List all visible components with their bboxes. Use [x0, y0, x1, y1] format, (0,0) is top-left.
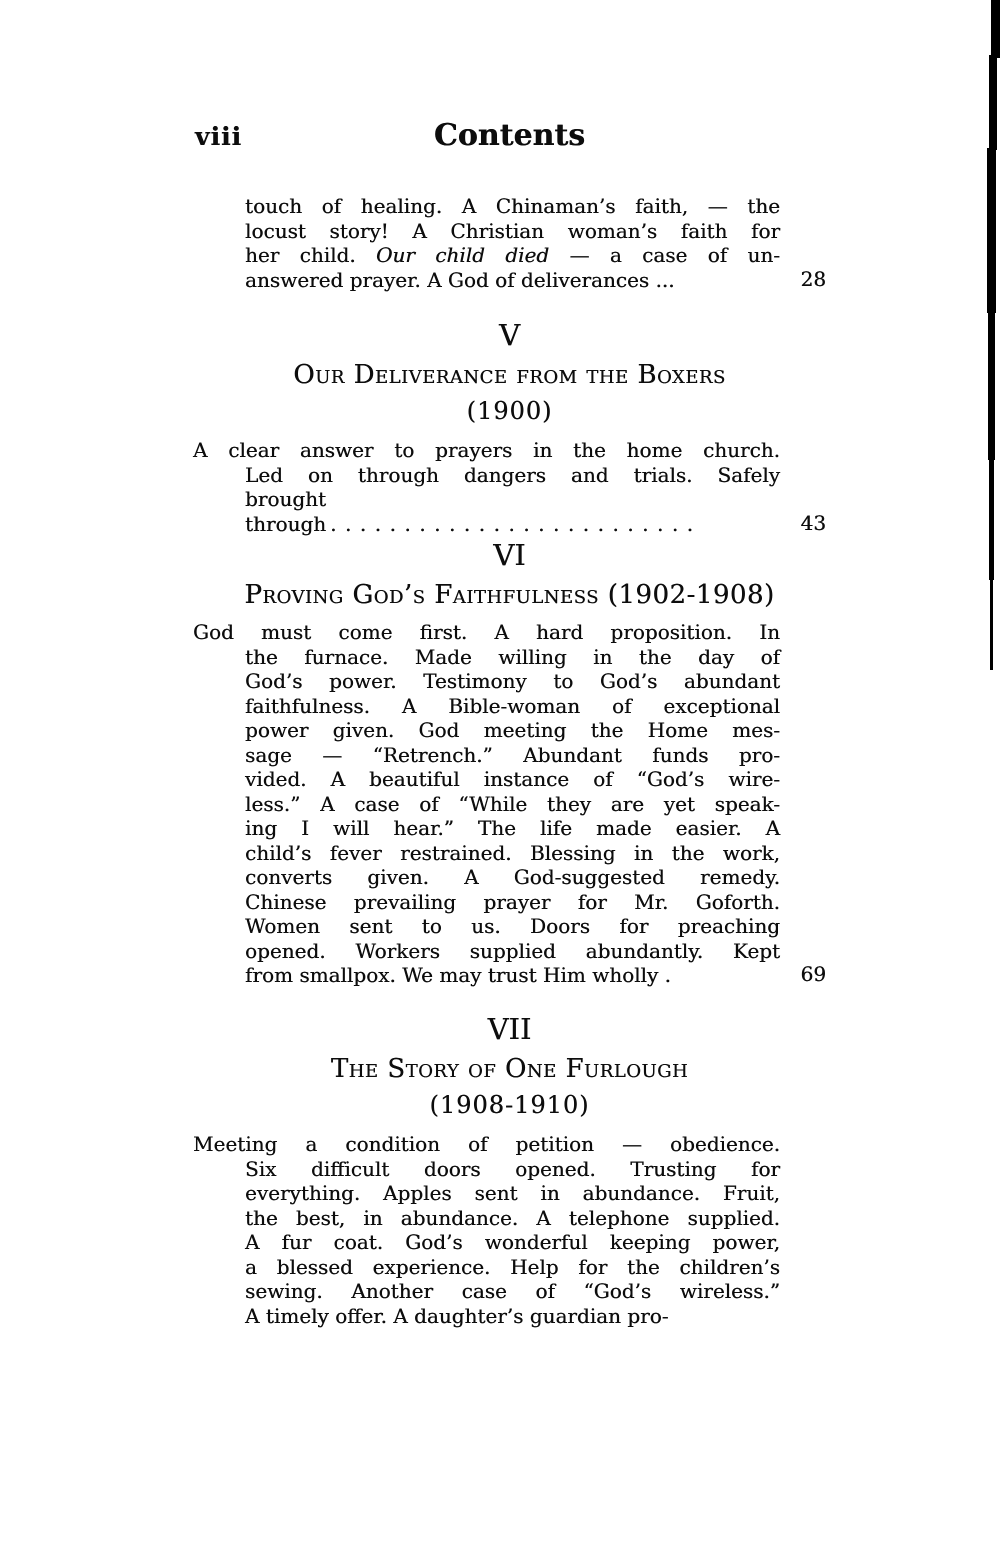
description-line: God’s power. Testimony to God’s abundant	[245, 669, 780, 693]
chapter-title: The Story of One Furlough	[330, 1054, 689, 1084]
description-line: faithfulness. A Bible-woman of exceptional	[245, 693, 780, 718]
description-line: from smallpox. We may trust Him wholly .	[245, 963, 671, 987]
entry-description	[193, 438, 780, 536]
entry-page-number: 43	[800, 510, 826, 535]
description-line: ing I will hear.” The life made easier. A	[245, 816, 780, 840]
entry-description	[193, 620, 780, 988]
chapter-numeral: V	[499, 318, 520, 352]
description-line: the best, in abundance. A telephone supplied.	[245, 1205, 780, 1230]
description-line: power given. God meeting the Home mes-	[245, 718, 780, 742]
description-line: sewing. Another case of “God’s wireless.”	[245, 1279, 780, 1303]
description-line: vided. A beautiful instance of “God’s wire-	[245, 767, 780, 791]
entry-description	[193, 194, 780, 292]
entry-page-number: 28	[800, 266, 826, 291]
scan-artifact-line	[987, 148, 996, 313]
description-line: A clear answer to prayers in the home church.	[193, 438, 780, 462]
description-line: answered prayer. A God of deliverances ...	[245, 267, 675, 292]
description-line	[245, 487, 780, 536]
description-line: Meeting a condition of petition — obedience.	[193, 1132, 780, 1156]
description-line: the furnace. Made willing in the day of	[245, 644, 780, 669]
description-line: Led on through dangers and trials. Safely	[245, 462, 780, 487]
toc-entry-continuation	[193, 194, 826, 292]
description-line: Six difficult doors opened. Trusting for	[245, 1156, 780, 1181]
description-line: less.” A case of “While they are yet speak-	[245, 791, 780, 816]
description-line: touch of healing. A Chinaman’s faith, — the	[245, 194, 780, 218]
description-line	[245, 243, 780, 268]
chapter-title: Proving God’s Faithfulness (1902-1908)	[244, 580, 775, 610]
toc-entry-chapter-6	[193, 538, 826, 988]
scan-artifact-line	[988, 310, 995, 460]
description-line: locust story! A Christian woman’s faith for	[245, 218, 780, 243]
toc-entry-chapter-7	[193, 1012, 826, 1328]
description-line: opened. Workers supplied abundantly. Kept	[245, 938, 780, 963]
description-line: sage — “Retrench.” Abundant funds pro-	[245, 742, 780, 767]
toc-entry-chapter-5	[193, 318, 826, 536]
description-line: Chinese prevailing prayer for Mr. Goforth.	[245, 889, 780, 914]
dot-leader: .........................	[330, 511, 702, 536]
chapter-title: Our Deliverance from the Boxers	[293, 360, 726, 390]
scan-artifact-line	[991, 0, 1000, 58]
description-line: converts given. A God-suggested remedy.	[245, 865, 780, 889]
description-line: A timely offer. A daughter’s guardian pro-	[245, 1303, 669, 1328]
entry-description	[193, 1132, 780, 1328]
entry-page-number: 69	[800, 962, 826, 986]
description-line: everything. Apples sent in abundance. Fruit,	[245, 1181, 780, 1205]
chapter-numeral: VII	[487, 1012, 532, 1046]
description-line: God must come first. A hard proposition. In	[193, 620, 780, 644]
description-text: — a case of un-	[549, 243, 780, 267]
description-text: her child.	[245, 243, 377, 267]
description-line: A fur coat. God’s wonderful keeping power,	[245, 1230, 780, 1254]
description-line: child’s fever restrained. Blessing in the work,	[245, 840, 780, 865]
chapter-years: (1908-1910)	[429, 1091, 590, 1119]
scan-artifact-line	[989, 458, 994, 580]
description-line: a blessed experience. Help for the children’s	[245, 1254, 780, 1279]
description-text: brought through	[245, 487, 327, 536]
description-line: Women sent to us. Doors for preaching	[245, 914, 780, 938]
folio-page-number: viii	[195, 122, 243, 151]
italic-phrase: Our child died	[376, 243, 550, 267]
scan-artifact-line	[989, 55, 997, 150]
page-title: Contents	[433, 118, 586, 153]
chapter-numeral: VI	[493, 538, 526, 572]
chapter-years: (1900)	[466, 397, 553, 425]
scan-artifact-line	[990, 578, 993, 670]
